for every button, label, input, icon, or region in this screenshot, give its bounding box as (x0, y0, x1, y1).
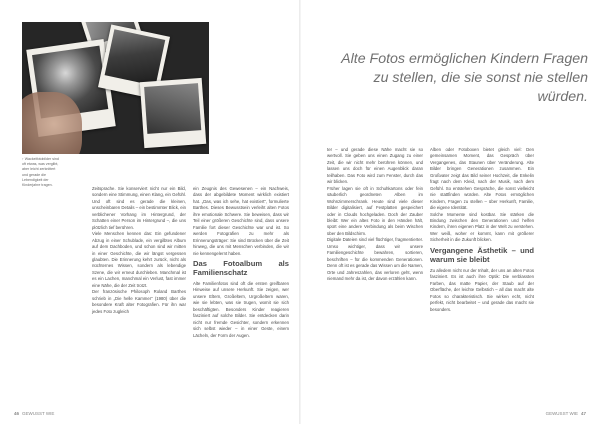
paragraph: Der französische Philosoph Roland Barthes schrieb in „Die helle Kammer“ (1980) über die besondere Kraft alter Fotografien. Für ihn war jedes Foto zugleich (92, 289, 186, 314)
footer-left (14, 411, 54, 416)
paragraph: Alte Familienfotos sind oft die ersten greifbaren Hinweise auf unsere Herkunft. Sie zeigen, wer unsere Eltern, Großeltern, Urgroßeltern waren, wie sie lebten, was sie trugen, womit sie sich beschäftigten. Besonders Kinder reagieren fasziniert auf solche Bilder. Sie entdecken darin nicht nur fremde Gesichter, sondern erkennen sich selbst wieder – in einer Geste, einem Lächeln, der Form der Augen. (193, 280, 289, 338)
section-heading: Vergangene Ästhetik – und warum sie bleibt (430, 245, 534, 264)
photo-caption: ↑ Wackelfotobilder sind oft etwas, was vergilbt, aber leicht zerknittert und gerade die Lebendigkeit der Kinderjahre tragen. (22, 157, 59, 188)
paragraph: ein Zeugnis des Gewesenen – ein Nachweis, dass der abgebildete Moment wirklich existiert hat. „Das, was ich sehe, hat existiert“, formulierte Barthes. Dieses Bewusstsein verleiht alten Fotos ihre emotionale Schwere. Sie beweisen, dass wir Teil einer größeren Geschichte sind, dass unsere Familie fort dieser Geschichte war und ist. So werden Fotografien zu mehr als Erinnerungsträger: Sie sind Brücken über die Zeit hinweg, die uns mit Menschen verbinden, die wir nie kennengelernt haben. (193, 186, 289, 256)
hand-holding-photos (22, 92, 82, 154)
paragraph: Digitale Dateien sind viel flüchtiger, fragmentierter. Umso wichtiger, dass wir unsere Familiengeschichte bewahren, sortieren, beschriften – für die kommenden Generationen. Denn oft ist es gerade das Wissen um die Namen, Orte und Jahreszahlen, das verloren geht, wenn niemand mehr da ist, der davon erzählen kann. (327, 237, 423, 282)
paragraph: Früher lagen sie oft in Schuhkartons oder fein säuberlich geordneten Alben im Wohnzimmerschrank. Heute sind viele dieser Bilder digitalisiert, auf Festplatten gespeichert oder in Clouds hochgeladen. Doch der Zauber bleibt: Wer ein altes Foto in den Händen hält, spürt eine andere Verbindung als beim Wischen über den Bildschirm. (327, 185, 423, 236)
section-heading: Das Fotoalbum als Familienschatz (193, 258, 289, 277)
paragraph: Zeitsprache. Sie konserviert nicht nur ein Bild, sondern eine Stimmung, einen Klang, ein Gefühl. Und oft sind es gerade die kleinen, unscheinbaren Details – ein bestimmter Blick, ein verblichener Vorhang im Hintergrund, der Schatten einer Person im Hintergrund –, die uns plötzlich tief berühren. (92, 186, 186, 230)
text-column-2 (193, 186, 289, 339)
paragraph: Solche Momente sind kostbar. Sie stärken die Bindung zwischen den Generationen und helfen Kindern, ihren eigenen Platz in der Welt zu verstehen. Wer weiß, woher er kommt, kann mit größerer Sicherheit in die Zukunft blicken. (430, 211, 534, 243)
page-number-right: 47 (580, 411, 586, 416)
text-column-1 (92, 186, 186, 315)
paragraph: ter – und gerade diese Nähe macht sie so wertvoll. Sie geben uns einen Zugang zu einer Zeit, die wir nicht mehr berühren können, und lassen uns doch für einen Augenblick daran teilhaben. Das Foto wird zum Fenster, durch das wir blicken. (327, 147, 423, 185)
text-column-3 (327, 147, 423, 283)
paragraph: Viele Menschen kennen das: Ein gefundener Abzug in einer Schublade, ein vergilbtes Album auf dem Dachboden, und schon sind wir mitten in einer Geschichte, die wir längst vergessen glaubten. Die Erinnerung kehrt zurück, nicht als nüchternes Wissen, sondern als lebendige Szene, die wir erneut durchleben. Manchmal ist es ein Lachen, manchmal ein Verlust, fast immer eine Nähe, die der Zeit trotzt. (92, 231, 186, 288)
footer-brand-right: GEWUSST WIE (545, 411, 578, 416)
photo-print (140, 78, 206, 148)
footer-brand-left: GEWUSST WIE (22, 411, 55, 416)
pull-quote: Alte Fotos ermöglichen Kindern Fragen zu stellen, die sie sonst nie stellen würden. (341, 51, 588, 105)
footer-right (546, 411, 586, 416)
paragraph: Alben oder Fotoboxen bietet gleich viel: Den gemeinsamen Moment, das Gespräch über Vergangenes, das Staunen über Veränderung. Alte Bilder bringen Generationen zusammen. Ein Großvater zeigt das Bild seiner Hochzeit, die Enkelin fragt nach dem Kleid, nach der Musik, nach dem Gefühl. So entstehen Gespräche, die sonst vielleicht nie stattfinden würden. Alte Fotos ermöglichen Kindern, Fragen zu stellen – über Herkunft, Familie, die eigene Identität. (430, 147, 534, 211)
paragraph: Zu alledem nicht nur der Inhalt, der uns an alten Fotos fasziniert. Es ist auch ihre Optik: Die verblassten Farben, das matte Papier, der Staub auf der Oberfläche, der leichte Gelbstich – all das macht alte Fotos so charakteristisch. Sie wirken echt, nicht perfekt, nicht bearbeitet – und gerade das macht sie besonders. (430, 267, 534, 312)
photo-collage (22, 22, 209, 154)
page-number-left: 46 (14, 411, 20, 416)
page-gutter (299, 0, 301, 424)
text-column-4 (430, 147, 534, 313)
